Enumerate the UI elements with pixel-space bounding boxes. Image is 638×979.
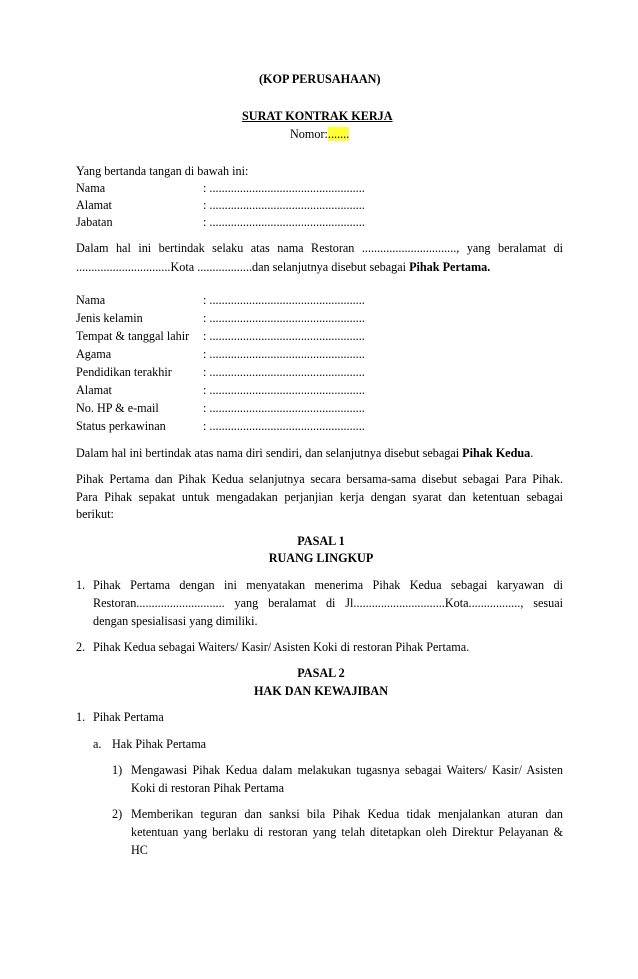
field-value: : ................................................... [203, 198, 365, 212]
para-pihak-line1: Pihak Pertama dan Pihak Kedua selanjutnya secara bersama-sama disebut sebagai Para Pihak. [76, 472, 563, 486]
kop-heading: (KOP PERUSAHAAN) [259, 72, 381, 86]
field-label: Nama [76, 181, 106, 195]
list-number: 1. [76, 578, 86, 592]
party2-text-end: . [530, 446, 534, 460]
party2-paragraph [76, 445, 533, 462]
list-text-line: dengan spesialisasi yang dimiliki. [93, 614, 258, 628]
pihak-pertama-term: Pihak Pertama. [409, 260, 491, 274]
point-number: 1) [112, 763, 123, 777]
document-number [290, 126, 349, 143]
pihak-kedua-term: Pihak Kedua [462, 446, 531, 460]
point-text-line: ketentuan yang berlaku di restoran yang telah ditetapkan oleh Direktur Pelayanan & [131, 825, 563, 839]
point-text-line: Mengawasi Pihak Kedua dalam melakukan tugasnya sebagai Waiters/ Kasir/ Asisten [131, 763, 563, 777]
field-value: : ................................................... [203, 329, 365, 343]
list-text-line: Pihak Pertama dengan ini menyatakan menerima Pihak Kedua sebagai karyawan di [93, 578, 563, 592]
nomor-value: ....... [327, 127, 350, 141]
list-text-line: Pihak Kedua sebagai Waiters/ Kasir/ Asisten Koki di restoran Pihak Pertama. [93, 640, 470, 654]
pasal1-number: PASAL 1 [297, 534, 345, 548]
para-pihak-line3: berikut: [76, 507, 114, 521]
point-number: 2) [112, 807, 123, 821]
pihak-pertama-heading: Pihak Pertama [93, 710, 164, 724]
point-text-line: HC [131, 843, 148, 857]
party1-text: ...............................Kota ..................dan selanjutnya disebut sebagai [76, 260, 410, 274]
field-value: : ................................................... [203, 293, 365, 307]
nomor-label: Nomor: [290, 127, 328, 141]
field-label: Agama [76, 347, 112, 361]
pasal2-title: HAK DAN KEWAJIBAN [253, 684, 389, 698]
field-value: : ................................................... [203, 419, 365, 433]
point-text-line: Memberikan teguran dan sanksi bila Pihak Kedua tidak menjalankan aturan dan [131, 807, 563, 821]
pasal2-number: PASAL 2 [297, 666, 345, 680]
party1-paragraph-line2 [76, 259, 563, 276]
field-value: : ................................................... [203, 365, 365, 379]
field-label: Nama [76, 293, 106, 307]
para-pihak-line2: Para Pihak sepakat untuk mengadakan perjanjian kerja dengan syarat dan ketentuan sebagai [76, 490, 563, 504]
field-label: Status perkawinan [76, 419, 166, 433]
field-label: Alamat [76, 383, 112, 397]
party2-text: Dalam hal ini bertindak atas nama diri sendiri, dan selanjutnya disebut sebagai [76, 446, 463, 460]
field-label: Alamat [76, 198, 112, 212]
field-value: : ................................................... [203, 311, 365, 325]
pasal1-title: RUANG LINGKUP [268, 551, 374, 565]
intro-text: Yang bertanda tangan di bawah ini: [76, 164, 249, 178]
field-label: No. HP & e-mail [76, 401, 159, 415]
field-value: : ................................................... [203, 401, 365, 415]
field-label: Pendidikan terakhir [76, 365, 172, 379]
field-value: : ................................................... [203, 181, 365, 195]
point-text-line: Koki di restoran Pihak Pertama [131, 781, 284, 795]
list-text-line: Restoran............................. yang beralamat di Jl..............................Kota................., sesuai [93, 596, 563, 610]
field-value: : ................................................... [203, 383, 365, 397]
sub-list-letter: a. [93, 737, 102, 751]
field-value: : ................................................... [203, 347, 365, 361]
list-number: 1. [76, 710, 86, 724]
field-label: Jenis kelamin [76, 311, 143, 325]
list-number: 2. [76, 640, 86, 654]
party1-paragraph-line1: Dalam hal ini bertindak selaku atas nama Restoran ..............................., yang beralamat di [76, 241, 563, 255]
field-value: : ................................................... [203, 215, 365, 229]
hak-pihak-pertama-heading: Hak Pihak Pertama [112, 737, 207, 751]
document-title: SURAT KONTRAK KERJA [242, 109, 393, 123]
field-label: Jabatan [76, 215, 113, 229]
field-label: Tempat & tanggal lahir [76, 329, 190, 343]
